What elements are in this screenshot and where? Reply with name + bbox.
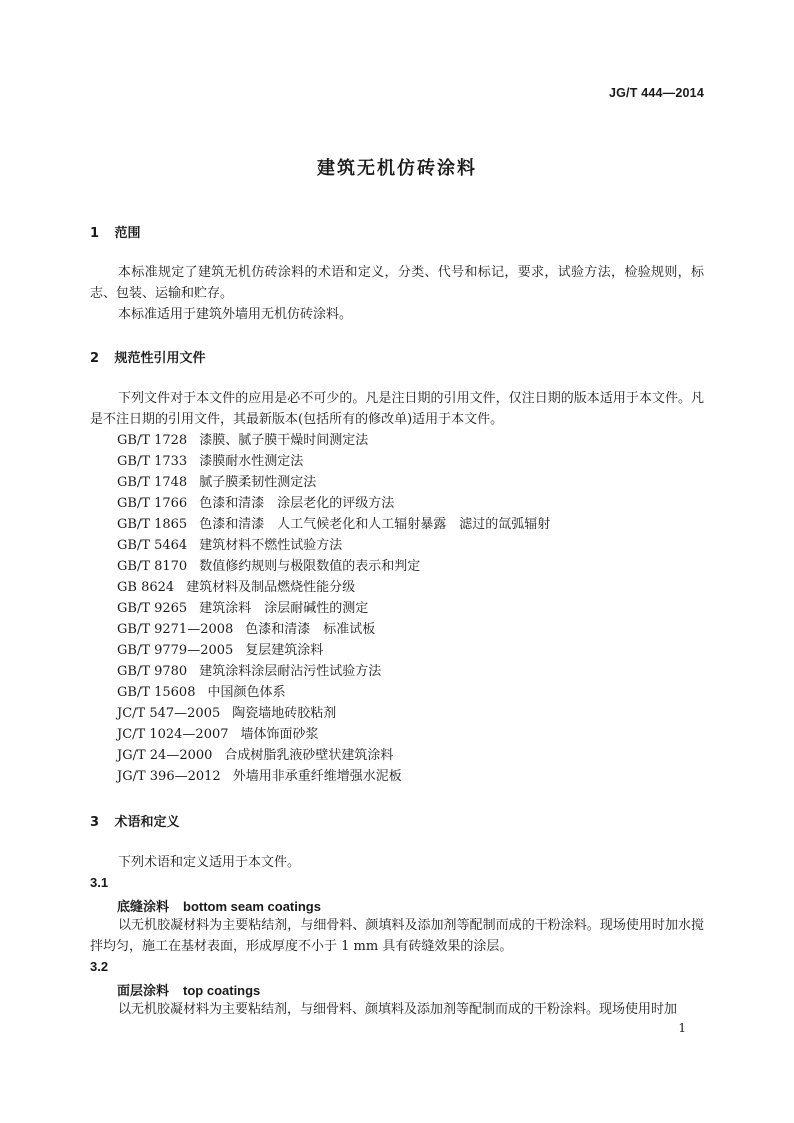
document-code-header: JG/T 444—2014	[608, 86, 704, 100]
reference-code: JG/T 24—2000	[117, 748, 213, 763]
reference-title: 腻子膜柔韧性测定法	[199, 475, 317, 490]
term-heading-3-1	[117, 896, 321, 915]
reference-code: GB/T 1733	[117, 454, 188, 469]
section-heading-terms-definitions	[90, 811, 180, 830]
reference-item	[117, 619, 375, 640]
reference-title: 建筑材料及制品燃烧性能分级	[186, 580, 356, 595]
reference-item	[117, 535, 342, 556]
term-en: bottom seam coatings	[183, 899, 321, 914]
reference-title: 外墙用非承重纤维增强水泥板	[232, 769, 402, 784]
reference-title: 复层建筑涂料	[245, 643, 324, 658]
reference-title: 陶瓷墙地砖胶粘剂	[232, 706, 337, 721]
document-title: 建筑无机仿砖涂料	[317, 158, 477, 179]
section-heading-normative-references	[90, 347, 206, 366]
reference-code: GB/T 8170	[117, 559, 188, 574]
reference-code: GB/T 1748	[117, 475, 188, 490]
reference-title: 色漆和清漆 涂层老化的评级方法	[199, 496, 395, 511]
reference-code: JG/T 396—2012	[117, 769, 221, 784]
reference-title: 色漆和清漆 人工气候老化和人工辐射暴露 滤过的氙弧辐射	[199, 517, 551, 532]
reference-title: 中国颜色体系	[207, 685, 286, 700]
reference-item	[117, 556, 420, 577]
reference-item	[117, 493, 394, 514]
reference-title: 建筑涂料涂层耐沾污性试验方法	[199, 664, 382, 679]
reference-title: 墙体饰面砂浆	[240, 727, 319, 742]
term-heading-3-2	[117, 980, 260, 999]
reference-title: 数值修约规则与极限数值的表示和判定	[199, 559, 421, 574]
reference-item	[117, 514, 550, 535]
reference-item	[117, 661, 381, 682]
section-title: 范围	[114, 226, 141, 241]
reference-code: GB/T 9779—2005	[117, 643, 234, 658]
section-number: 1	[90, 226, 100, 241]
reference-item	[117, 640, 323, 661]
section-number: 3	[90, 815, 100, 830]
reference-item	[117, 766, 402, 787]
reference-code: GB/T 15608	[117, 685, 196, 700]
section-title: 术语和定义	[114, 815, 180, 830]
reference-title: 合成树脂乳液砂壁状建筑涂料	[224, 748, 394, 763]
term-zh: 面层涂料	[117, 984, 170, 999]
reference-code: GB/T 5464	[117, 538, 188, 553]
reference-title: 色漆和清漆 标准试板	[245, 622, 376, 637]
reference-code: GB/T 9265	[117, 601, 188, 616]
reference-code: GB/T 1766	[117, 496, 188, 511]
reference-title: 建筑涂料 涂层耐碱性的测定	[199, 601, 369, 616]
section-title: 规范性引用文件	[114, 351, 206, 366]
reference-code: GB/T 1728	[117, 433, 188, 448]
reference-title: 漆膜、腻子膜干燥时间测定法	[199, 433, 369, 448]
reference-code: JC/T 1024—2007	[117, 727, 229, 742]
reference-title: 建筑材料不燃性试验方法	[199, 538, 343, 553]
paragraph-references-intro: 下列文件对于本文件的应用是必不可少的。凡是注日期的引用文件，仅注日期的版本适用于本文件。凡是不注日期的引用文件，其最新版本(包括所有的修改单)适用于本文件。	[90, 391, 704, 427]
reference-item	[117, 430, 368, 451]
reference-item	[117, 472, 316, 493]
reference-item	[117, 682, 286, 703]
section-number: 2	[90, 351, 100, 366]
term-zh: 底缝涂料	[117, 900, 170, 915]
reference-item	[117, 577, 355, 598]
paragraph-scope-1: 本标准规定了建筑无机仿砖涂料的术语和定义，分类、代号和标记，要求，试验方法，检验规则，标志、包装、运输和贮存。	[90, 265, 704, 301]
page-number: 1	[678, 1021, 686, 1035]
paragraph-terms-intro: 下列术语和定义适用于本文件。	[118, 855, 301, 870]
reference-code: GB/T 9271—2008	[117, 622, 234, 637]
reference-title: 漆膜耐水性测定法	[199, 454, 304, 469]
reference-code: GB/T 1865	[117, 517, 188, 532]
term-number-3-1: 3.1	[90, 875, 109, 890]
paragraph-scope-2: 本标准适用于建筑外墙用无机仿砖涂料。	[118, 307, 353, 322]
reference-item	[117, 703, 336, 724]
section-heading-scope	[90, 222, 141, 241]
reference-item	[117, 724, 319, 745]
term-number-3-2: 3.2	[90, 959, 109, 974]
reference-item	[117, 451, 303, 472]
paragraph-term-3-2-definition: 以无机胶凝材料为主要粘结剂，与细骨料、颜填料及添加剂等配制而成的干粉涂料。现场使用时加	[118, 1002, 678, 1017]
paragraph-term-3-1-definition: 以无机胶凝材料为主要粘结剂，与细骨料、颜填料及添加剂等配制而成的干粉涂料。现场使用时加水搅拌均匀，施工在基材表面，形成厚度不小于 1 mm 具有砖缝效果的涂层。	[90, 918, 704, 954]
reference-item	[117, 598, 368, 619]
reference-item	[117, 745, 393, 766]
reference-code: JC/T 547—2005	[117, 706, 221, 721]
reference-code: GB/T 9780	[117, 664, 188, 679]
reference-code: GB 8624	[117, 580, 175, 595]
term-en: top coatings	[183, 983, 261, 998]
